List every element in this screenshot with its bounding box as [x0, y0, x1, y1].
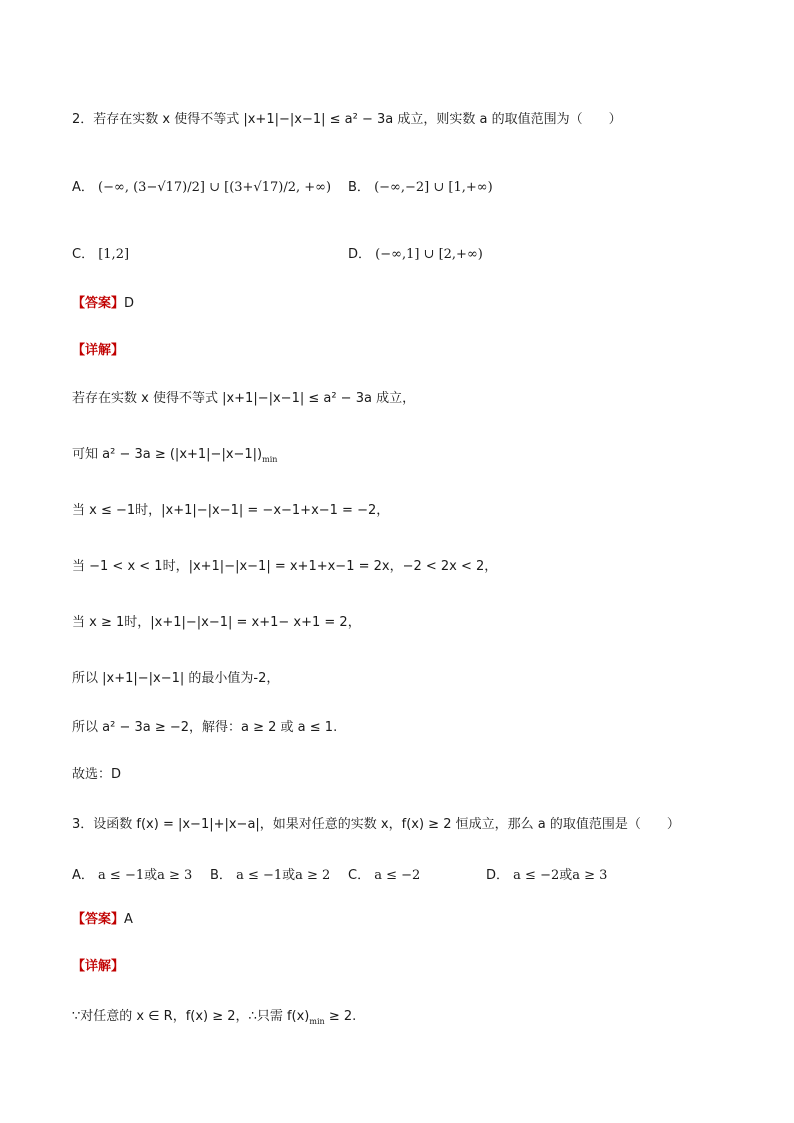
q2-step-1: 若存在实数 x 使得不等式 |x+1|−|x−1| ≤ a² − 3a 成立，: [72, 391, 416, 406]
answer-tag: 【答案】: [72, 912, 125, 927]
q2-step-8: 故选：D: [72, 767, 122, 782]
q3-option-d-text: a ≤ −2或a ≥ 3: [513, 868, 608, 883]
q3-step-1-text: ∵对任意的 x ∈ R，f(x) ≥ 2，∴只需 f(x): [72, 1009, 310, 1024]
q3-option-d: [486, 864, 607, 883]
q3-answer: [72, 908, 133, 927]
q2-option-c: [72, 243, 129, 262]
q2-question: 2．若存在实数 x 使得不等式 |x+1|−|x−1| ≤ a² − 3a 成立，则实数 a 的取值范围为（ ）: [72, 112, 622, 127]
q2-step-2-text: 可知 a² − 3a ≥ (|x+1|−|x−1|): [72, 447, 263, 462]
q2-option-d-text: (−∞,1] ∪ [2,+∞): [375, 247, 483, 262]
answer-value: D: [124, 296, 135, 311]
q3-option-a-text: a ≤ −1或a ≥ 3: [98, 868, 193, 883]
q3-option-c-text: a ≤ −2: [374, 868, 421, 883]
min-subscript: min: [309, 1017, 325, 1026]
q3-option-a: [72, 864, 192, 883]
q2-option-a: [72, 176, 331, 195]
q2-option-a-label: A．: [72, 180, 94, 195]
q3-step-1-tail: ≥ 2.: [328, 1009, 357, 1024]
q2-option-a-text: (−∞, (3−√17)/2] ∪ [(3+√17)/2, +∞): [98, 180, 332, 195]
q2-step-3: 当 x ≤ −1时，|x+1|−|x−1| = −x−1+x−1 = −2，: [72, 503, 390, 518]
q2-option-b-text: (−∞,−2] ∪ [1,+∞): [374, 180, 493, 195]
q2-option-c-text: [1,2]: [98, 247, 130, 262]
q2-answer: [72, 292, 134, 311]
min-subscript: min: [262, 455, 278, 464]
q2-step-4: 当 −1 < x < 1时，|x+1|−|x−1| = x+1+x−1 = 2x，−2 < 2x < 2，: [72, 559, 498, 574]
answer-tag: 【答案】: [72, 296, 125, 311]
q3-option-c: [348, 864, 420, 883]
q2-option-b: [348, 176, 493, 195]
q2-option-c-label: C．: [72, 247, 95, 262]
q2-option-d: [348, 243, 483, 262]
q3-option-a-label: A．: [72, 868, 94, 883]
q2-step-2: [72, 443, 277, 462]
q2-option-b-label: B．: [348, 180, 370, 195]
q3-question: 3．设函数 f(x) = |x−1|+|x−a|，如果对任意的实数 x，f(x) ≥ 2 恒成立，那么 a 的取值范围是（ ）: [72, 817, 680, 832]
q2-step-5: 当 x ≥ 1时，|x+1|−|x−1| = x+1− x+1 = 2，: [72, 615, 361, 630]
q2-option-d-label: D．: [348, 247, 372, 262]
q3-step-1: [72, 1005, 356, 1024]
detail-tag: 【详解】: [72, 959, 125, 974]
q3-option-b-label: B．: [210, 868, 232, 883]
q3-option-c-label: C．: [348, 868, 371, 883]
q2-step-6: 所以 |x+1|−|x−1| 的最小值为-2，: [72, 671, 280, 686]
answer-value: A: [124, 912, 133, 927]
q3-option-b: [210, 864, 330, 883]
q2-step-7: 所以 a² − 3a ≥ −2，解得：a ≥ 2 或 a ≤ 1.: [72, 720, 338, 735]
q3-option-d-label: D．: [486, 868, 510, 883]
detail-tag: 【详解】: [72, 343, 125, 358]
q3-option-b-text: a ≤ −1或a ≥ 2: [236, 868, 331, 883]
